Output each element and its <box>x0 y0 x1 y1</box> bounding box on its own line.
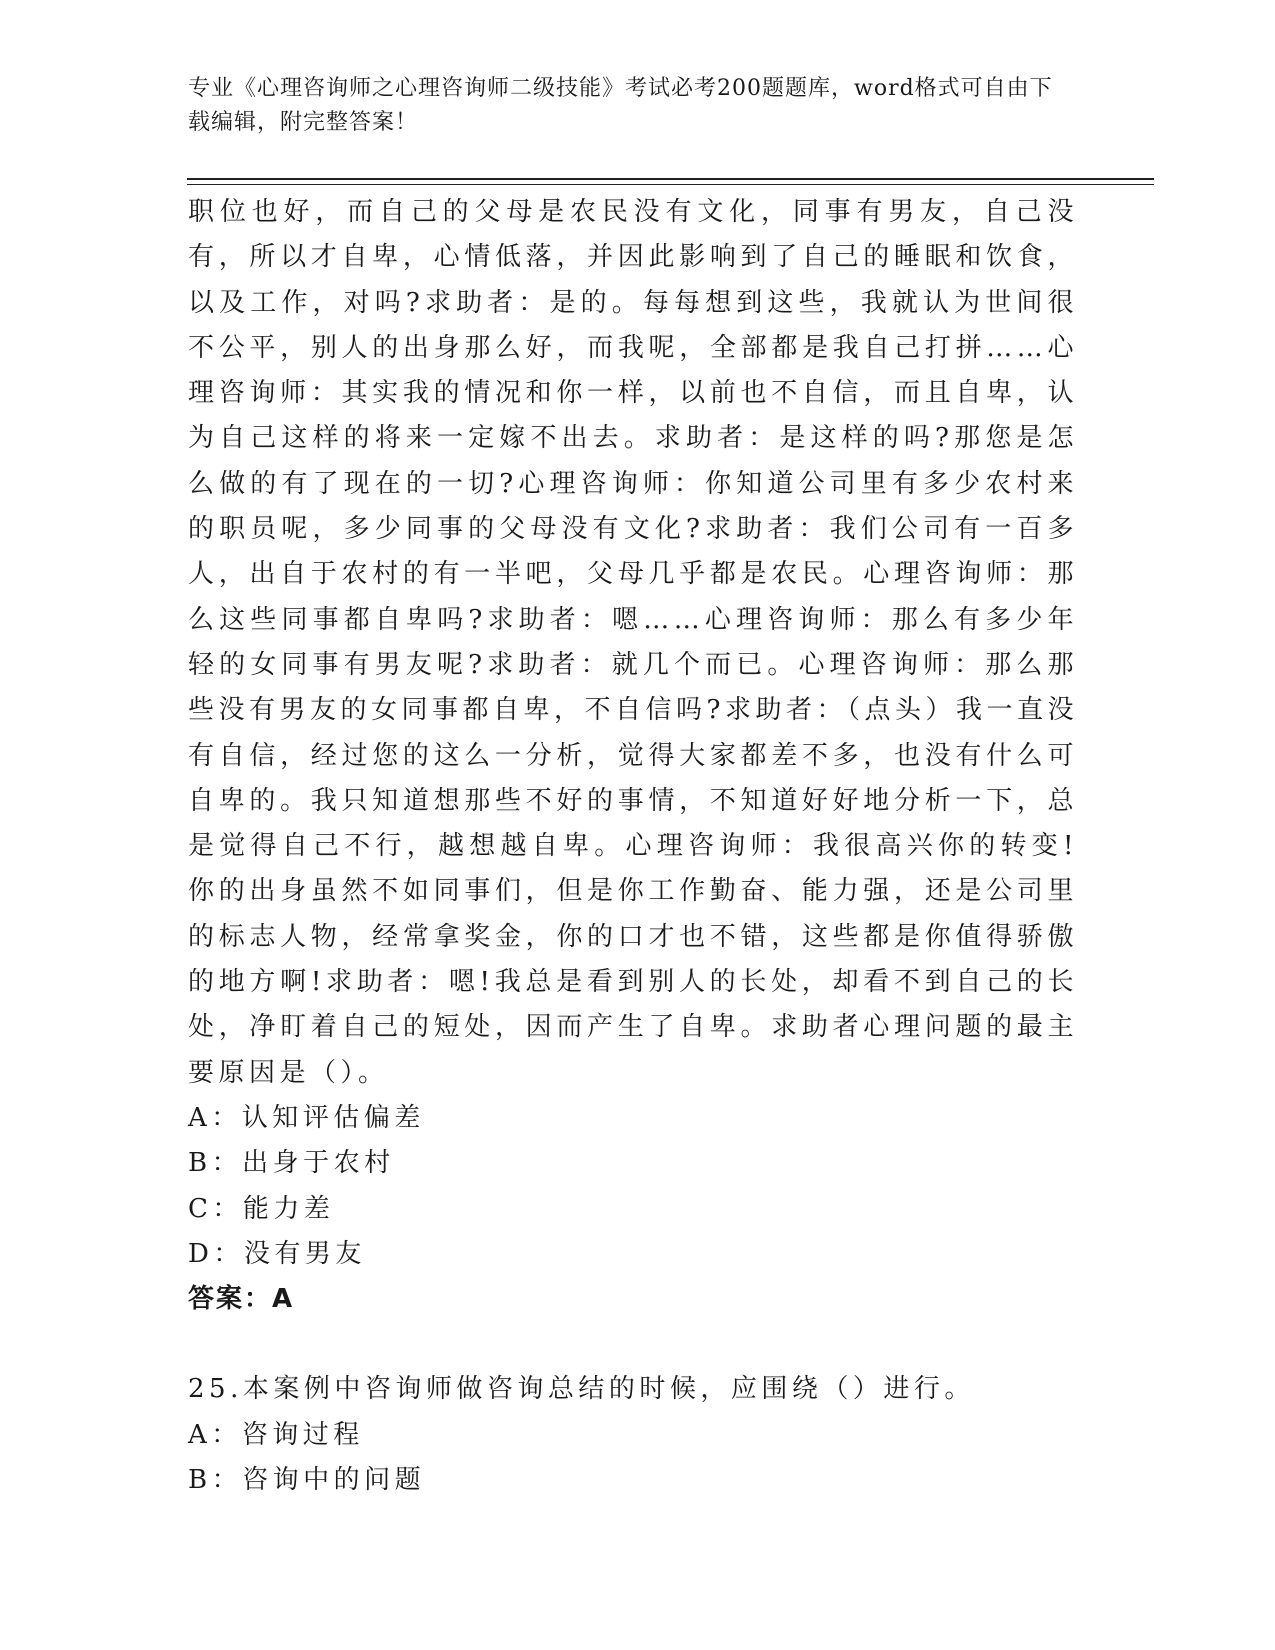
question-25-stem: 25.本案例中咨询师做咨询总结的时候，应围绕（）进行。 <box>188 1374 975 1405</box>
question-spacer <box>188 1322 1078 1367</box>
question-24-option-c: C：能力差 <box>188 1193 335 1224</box>
question-24-option-b: B：出身于农村 <box>188 1148 395 1179</box>
header-rule-thin <box>187 184 1154 185</box>
question-25-option-a: A：咨询过程 <box>188 1419 364 1450</box>
question-24-answer: 答案：A <box>188 1284 295 1315</box>
question-24-passage: 职位也好，而自己的父母是农民没有文化，同事有男友，自己没有，所以才自卑，心情低落，并因此影响到了自己的睡眠和饮食，以及工作，对吗?求助者：是的。每每想到这些，我就认为世间很不公平，别人的出身那么好，而我呢，全部都是我自己打拼……心理咨询师：其实我的情况和你一样，以前也不自信，而且自卑，认为自己这样的将来一定嫁不出去。求助者：是这样的吗?那您是怎么做的有了现在的一切?心理咨询师：你知道公司里有多少农村来的职员呢，多少同事的父母没有文化?求助者：我们公司有一百多人，出自于农村的有一半吧，父母几乎都是农民。心理咨询师：那么这些同事都自卑吗?求助者：嗯……心理咨询师：那么有多少年轻的女同事有男友呢?求助者：就几个而已。心理咨询师：那么那些没有男友的女同事都自卑，不自信吗?求助者：（点头）我一直没有自信，经过您的这么一分析，觉得大家都差不多，也没有什么可自卑的。我只知道想那些不好的事情，不知道好好地分析一下，总是觉得自己不行，越想越自卑。心理咨询师：我很高兴你的转变!你的出身虽然不如同事们，但是你工作勤奋、能力强，还是公司里的标志人物，经常拿奖金，你的口才也不错，这些都是你值得骄傲的地方啊!求助者：嗯!我总是看到别人的长处，却看不到自己的长处，净盯着自己的短处，因而产生了自卑。求助者心理问题的最主要原因是（）。 <box>188 197 1078 1088</box>
question-24-option-d: D：没有男友 <box>188 1238 366 1269</box>
question-25-option-b: B：咨询中的问题 <box>188 1465 426 1496</box>
question-24-option-a: A：认知评估偏差 <box>188 1102 425 1133</box>
document-header: 专业《心理咨询师之心理咨询师二级技能》考试必考200题题库，word格式可自由下载编辑，附完整答案！ <box>188 76 1053 135</box>
header-rule-thick <box>187 178 1154 180</box>
document-body <box>188 190 1078 1503</box>
